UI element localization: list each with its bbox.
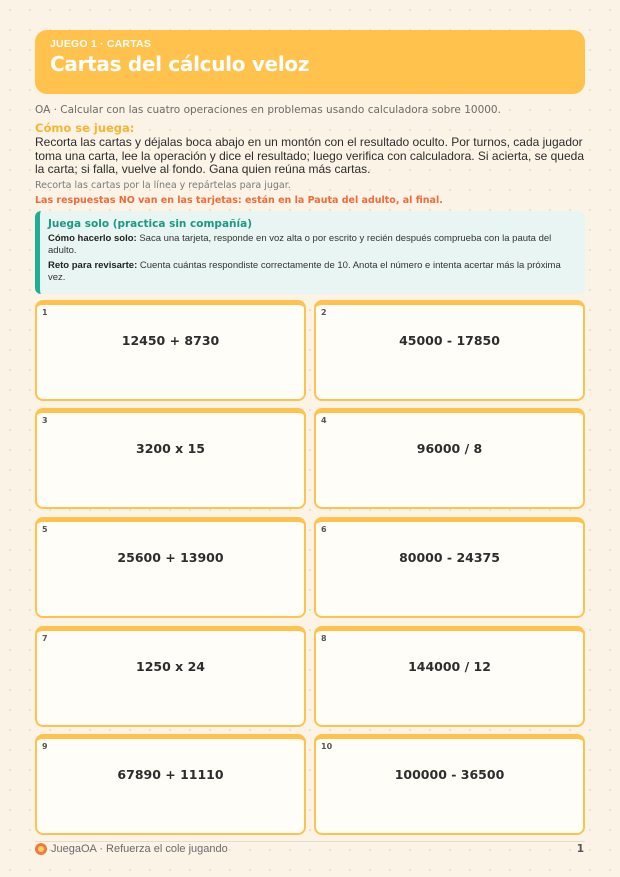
solo-challenge (48, 260, 573, 284)
solo-title: Juega solo (practica sin compañía) (48, 218, 252, 230)
solo-challenge-label: Reto para revisarte: (48, 260, 138, 271)
footer-brand: JuegaOA · Refuerza el cole jugando (51, 843, 228, 855)
game-card (314, 517, 585, 618)
game-card (35, 408, 306, 509)
card-number: 3 (42, 416, 48, 425)
solo-play-box (35, 211, 585, 294)
game-card (314, 734, 585, 835)
cut-note: Recorta las cartas por la línea y repártelas para jugar. (35, 180, 291, 191)
card-operation: 45000 - 17850 (399, 333, 500, 348)
card-number: 1 (42, 308, 48, 317)
card-operation: 67890 + 11110 (117, 767, 224, 782)
card-number: 10 (321, 742, 333, 751)
game-card (35, 734, 306, 835)
game-card (35, 626, 306, 727)
game-card (314, 300, 585, 401)
card-operation: 12450 + 8730 (121, 333, 220, 348)
card-operation: 25600 + 13900 (117, 550, 224, 565)
card-operation: 100000 - 36500 (394, 767, 505, 782)
page-footer (35, 843, 586, 859)
page-header (35, 30, 585, 94)
brand-logo-icon (35, 843, 47, 855)
howto-heading: Cómo se juega: (35, 121, 135, 135)
game-card (35, 300, 306, 401)
card-number: 5 (42, 525, 48, 534)
card-number: 9 (42, 742, 48, 751)
card-number: 8 (321, 634, 327, 643)
footer-divider (35, 841, 585, 842)
card-operation: 1250 x 24 (136, 659, 205, 674)
game-card (35, 517, 306, 618)
learning-objective: OA · Calcular con las cuatro operaciones en problemas usando calculadora sobre 10000. (35, 104, 501, 116)
game-card (314, 626, 585, 727)
solo-how-label: Cómo hacerlo solo: (48, 233, 137, 244)
card-number: 4 (321, 416, 327, 425)
answers-warning: Las respuestas NO van en las tarjetas: están en la Pauta del adulto, al final. (35, 195, 443, 206)
game-card (314, 408, 585, 509)
card-operation: 80000 - 24375 (399, 550, 500, 565)
card-operation: 144000 / 12 (408, 659, 491, 674)
solo-challenge-text: Cuenta cuántas respondiste correctamente de 10. Anota el número e intenta acertar más la próxima vez. (48, 260, 561, 283)
solo-how (48, 233, 573, 257)
page-title: Cartas del cálculo veloz (50, 52, 310, 76)
card-number: 2 (321, 308, 327, 317)
card-operation: 3200 x 15 (136, 441, 205, 456)
game-kicker: JUEGO 1 · CARTAS (50, 38, 152, 50)
card-number: 7 (42, 634, 48, 643)
card-number: 6 (321, 525, 327, 534)
page-number: 1 (576, 843, 584, 855)
solo-how-text: Saca una tarjeta, responde en voz alta o por escrito y recién después comprueba con la pauta del adulto. (48, 233, 552, 256)
card-operation: 96000 / 8 (416, 441, 483, 456)
game-rules: Recorta las cartas y déjalas boca abajo en un montón con el resultado oculto. Por turnos, cada jugador toma una carta, lee la operación y dice el resultado; luego verifica con calculadora. Si acierta, se queda la carta; si falla, vuelve al fondo. Gana quien reúna más cartas. (35, 135, 584, 176)
